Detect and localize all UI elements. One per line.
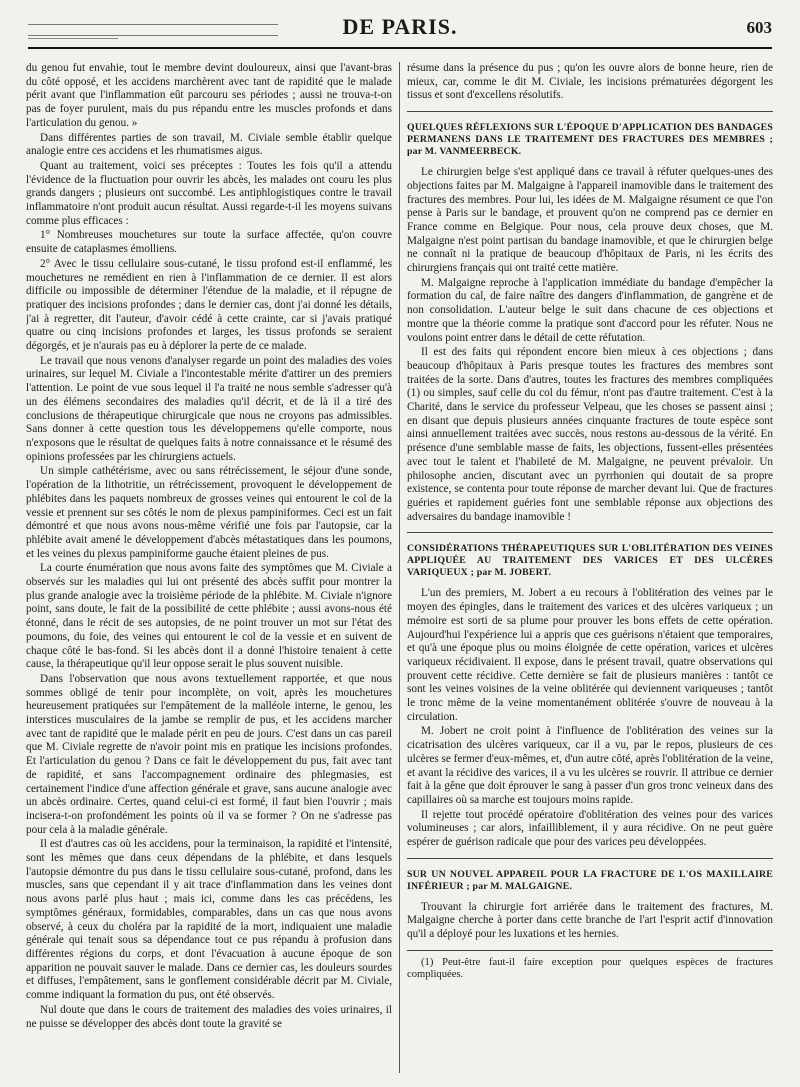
paragraph: Quant au traitement, voici ses préceptes : Toutes les fois qu'il a attendu l'évidence de la fluctuation pour ouvrir les abcès, les malades ont couru les plus grands dangers ; plusieurs ont succombé. Les antiphlogistiques contre le travail inflammatoire n'ont produit aucun résultat. Aussi regarde-t-il les moyens suivans comme plus efficaces :	[26, 159, 392, 227]
section-divider	[407, 532, 773, 533]
paragraph: 2° Avec le tissu cellulaire sous-cutané, le tissu profond est-il enflammé, les mouchetures ne remédient en rien à l'inflammation de ce dernier. Il est alors difficile ou impossible de déterminer l'étendue de la maladie, et il répugne de pratiquer des incisions profondes ; dans le dernier cas, dont j'ai donné les détails, j'ai à regretter, dit l'auteur, d'avoir cédé à cette crainte, car si j'avais pratiqué quatre ou cinq incisions profondes et larges, les tissus profonds se seraient dégorgés, et je n'aurais pas eu à déplorer la perte de ce malade.	[26, 257, 392, 353]
footnote-divider	[407, 950, 773, 951]
section-title: QUELQUES RÉFLEXIONS SUR L'ÉPOQUE D'APPLICATION DES BANDAGES PERMANENS DANS LE TRAITEMENT DES FRACTURES DES MEMBRES ; par M. VANMEERBECK.	[407, 122, 773, 158]
section-divider	[407, 858, 773, 859]
column-separator	[399, 62, 400, 1073]
paragraph: Il rejette tout procédé opératoire d'oblitération des veines pour des varices volumineuses ; car alors, infailliblement, il y aura récidive. On ne peut guère espérer de guérison radicale que pour des varices peu développées.	[407, 808, 773, 849]
paragraph: Le travail que nous venons d'analyser regarde un point des maladies des voies urinaires, sur lequel M. Civiale a l'incontestable mérite d'attirer un des premiers l'attention. Le point de vue sous lequel il l'a traité ne nous semble s'adresser qu'à un des élémens secondaires des maladies qu'il décrit, et de là il a tiré des conclusions de thérapeutique chirurgicale que nous ne croyons pas admissibles. Sans donner à cette question tous les développemens qu'elle comporte, nous n'exposons que le résultat de quelques faits à notre connaissance et le résumé des opinions professées par les chirurgiens actuels.	[26, 354, 392, 463]
page-number: 603	[746, 18, 772, 37]
paragraph: Dans différentes parties de son travail, M. Civiale semble établir quelque analogie entre ces accidens et les rhumatismes aigus.	[26, 131, 392, 158]
running-title: DE PARIS.	[342, 14, 458, 39]
paragraph: Nul doute que dans le cours de traitement des maladies des voies urinaires, il ne puisse se développer des abcès dont toute la gravité se	[26, 1003, 392, 1030]
paragraph: M. Jobert ne croit point à l'influence de l'oblitération des veines sur la cicatrisation des ulcères variqueux, car il a vu, par le repos, plusieurs de ces ulcères se fermer d'eux-mêmes, et, d'un autre côté, après l'oblitération de la veine, et avant la récidive des varices, il a vu les ulcères se rouvrir. Il attribue ce dernier fait à la gêne que doit éprouver le sang à passer d'un gros tronc veineux dans des capillaires où sa marche est toujours moins rapide.	[407, 725, 773, 806]
paragraph: M. Malgaigne reproche à l'application immédiate du bandage d'empêcher la formation du cal, de faire naître des dangers d'inflammation, de gangrène et de non consolidation. L'auteur belge le suit dans chacune de ces objections et montre que la théorie comme la pratique sont d'accord pour les réfuter. Nous ne voulons point entrer dans le détail de cette réfutation.	[407, 276, 773, 344]
paragraph: Dans l'observation que nous avons textuellement rapportée, et que nous sommes obligé de tenir pour incomplète, on voit, après les mouchetures heureusement pratiquées sur l'empâtement de la malléole interne, le genou, les interstices musculaires de la jambe se remplir de pus, et les accidens marcher avec tant de rapidité que le malade périt en peu de jours. C'est dans un cas pareil que M. Civiale regrette de n'avoir point mis en pratique les incisions profondes. Et l'articulation du genou ? Dans ce fait le développement du pus, fait avec tant de rapidité, et sans l'accompagnement ordinaire des phlegmasies, est certainement l'indice d'une affection générale et grave, sans aucune analogie avec un abcès ordinaire. Certes, quand celui-ci est formé, il faut bien l'ouvrir ; mais incisera-t-on profondément les points où il va se former ? On ne s'adresse pas pour cela à la maladie générale.	[26, 672, 392, 836]
section-title: SUR UN NOUVEL APPAREIL POUR LA FRACTURE DE L'OS MAXILLAIRE INFÉRIEUR ; par M. MALGAIGNE.	[407, 868, 773, 892]
page-header	[28, 14, 772, 48]
paragraph: Il est des faits qui répondent encore bien mieux à ces objections ; dans beaucoup d'hôpitaux à Paris presque toutes les fractures des membres sont traitées de la sorte. Dans d'autres, toutes les fractures des membres compliquées (1) ou simples, sauf celle du col du fémur, n'ont pas d'autre traitement. C'est à la Charité, dans le service du professeur Velpeau, que les choses se passent ainsi ; en disant que depuis plusieurs années cinquante fractures de toute espèce sont ainsi annuellement traitées avec succès, nous restons au-dessous de la vérité. En présence d'une semblable masse de faits, les objections, fussent-elles présentées avec tout le talent et l'habileté de M. Malgaigne, ne peuvent prévaloir. Un philosophe ancien, discutant avec un pyrrhonien qui doutait de sa propre existence, se contenta pour toute réponse de marcher devant lui. Que de fractures guéries et rapidement guéries font une semblable réponse aux objections des adversaires du bandage inamovible !	[407, 346, 773, 523]
paragraph: Trouvant la chirurgie fort arriérée dans le traitement des fractures, M. Malgaigne cherche à porter dans cette branche de l'art l'esprit actif d'innovation qu'il a déployé pour les luxations et les hernies.	[407, 900, 773, 941]
section-divider	[407, 111, 773, 112]
paragraph: Le chirurgien belge s'est appliqué dans ce travail à réfuter quelques-unes des objections faites par M. Malgaigne à l'appareil inamovible dans le traitement des fractures des membres. Pour lui, les idées de M. Malgaigne résument ce que l'on pense à Paris sur le bandage, et prouvent qu'on ne comprend pas ce dernier en France comme en Belgique. Pour nous, cela prouve deux choses, que M. Malgaigne n'est point partisan du bandage inamovible, et que le chirurgien belge ne connaît ni la pratique de beaucoup d'hôpitaux de Paris, ni les écrits des chirurgiens français qui ont traité cette matière.	[407, 166, 773, 275]
paragraph: L'un des premiers, M. Jobert a eu recours à l'oblitération des veines par le moyen des épingles, dans le traitement des varices et des ulcères variqueux ; un mémoire est sorti de sa plume pour prouver les bons effets de cette opération. Aujourd'hui l'expérience lui a appris que ces guérisons n'étaient que temporaires, et qu'à une époque plus ou moins éloignée de cette opération, varices et ulcères variqueux récidivaient. Il expose, dans le présent travail, quatre observations qui prouvent cette récidive. Cette dernière se fait de plusieurs manières : tantôt ce sont les veines voisines de la veine oblitérée qui deviennent variqueuses ; tantôt le tronc même de la veine momentanément oblitérée s'ouvre de nouveau à la circulation.	[407, 587, 773, 723]
paragraph: Il est d'autres cas où les accidens, pour la terminaison, la rapidité et l'intensité, sont les mêmes que dans ceux dépendans de la phlébite, et dans lesquels l'autopsie démontre du pus dans le tissu cellulaire sous-cutané, profond, dans les muscles, sans que cependant il y ait trace d'inflammation dans les veines dont nous avons parlé plus haut ; mais ici, comme dans les cas précédens, les symptômes généraux, formidables, comparables, dans un cas que nous avons observé, à ceux du choléra par la rapidité de la mort, indiquaient une maladie générale qui tenait sous sa dépendance tout ce pus répandu à profusion dans différentes régions du corps, et dont l'évacuation à aucune époque de son apparition ne pouvait sauver le malade. Dans ce dernier cas, les douleurs sourdes et diffuses, l'empâtement, sans le gonflement considérable décrit par M. Civiale, comme indiquant la formation du pus, ont été observés.	[26, 838, 392, 1002]
paragraph: résume dans la présence du pus ; qu'on les ouvre alors de bonne heure, rien de mieux, car, comme le dit M. Civiale, les incisions prématurées dégorgent les tissus et sont d'excellens résolutifs.	[407, 62, 773, 102]
paragraph: La courte énumération que nous avons faite des symptômes que M. Civiale a observés sur les maladies qui lui ont présenté des abcès suffit pour montrer la plus grande analogie avec la troisième période de la phlébite. M. Civiale n'ignore point, sans doute, le fait de la possibilité de cette phlébite ; aussi avons-nous été étonné, dans le récit de ses autopsies, de ne point trouver un mot sur l'état des poumons, du foie, des veines qui entourent le col de la vessie et en suivent de chaque côté le bas-fond. Si les abcès dont il a donné l'histoire tenaient à cette cause, la thérapeutique qu'il leur oppose serait le plus souvent nuisible.	[26, 562, 392, 671]
paragraph: Un simple cathétérisme, avec ou sans rétrécissement, le séjour d'une sonde, l'opération de la lithotritie, un rétrécissement, provoquent le développement de phlébites dans les paquets nombreux de grosses veines qui entourent le col de la vessie et prennent sur ses côtés le nom de plexus pampiniformes. Ceci est un fait démontré et que nous avons nous-même vérifié une fois par l'autopsie, car la phlébite avait amené le développement d'abcès métastatiques dans les poumons, et les veines du plexus pampiniforme gauche étaient pleines de pus.	[26, 465, 392, 560]
section-title: CONSIDÉRATIONS THÉRAPEUTIQUES SUR L'OBLITÉRATION DES VEINES APPLIQUÉE AU TRAITEMENT DES VARICES ET DES ULCÈRES VARIQUEUX ; par M. JOBERT.	[407, 543, 773, 579]
left-column	[26, 62, 392, 1073]
header-rule	[28, 47, 772, 49]
footnote: (1) Peut-être faut-il faire exception pour quelques espèces de fractures compliquées.	[407, 956, 773, 981]
paragraph: 1° Nombreuses mouchetures sur toute la surface affectée, qu'on couvre ensuite de cataplasmes émolliens.	[26, 229, 392, 256]
paragraph: du genou fut envahie, tout le membre devint douloureux, ainsi que l'avant-bras du côté opposé, et les accidens marchèrent avec tant de rapidité que le malade périt avant que l'inflammation eût parcouru ses périodes ; aussi ne trouva-t-on pas de foyer purulent, mais du pus répandu entre les muscles profonds et dans l'articulation du genou. »	[26, 62, 392, 129]
right-column	[407, 62, 773, 1073]
